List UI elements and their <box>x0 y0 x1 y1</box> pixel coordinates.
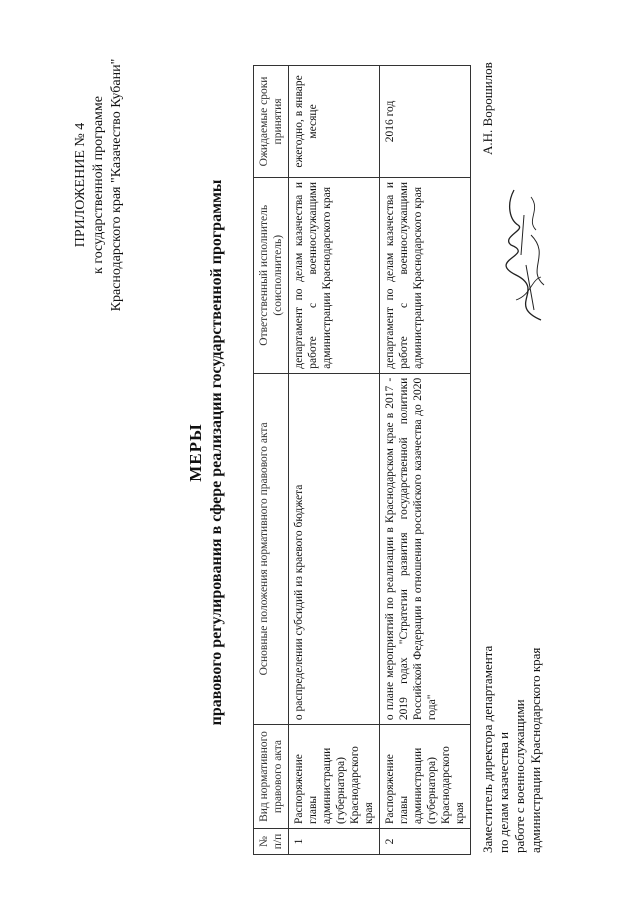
page-title: МЕРЫ <box>186 423 205 482</box>
row-act-type: Распоряжение главы администрации (губернатора) Краснодарского края <box>289 725 380 829</box>
table-row <box>380 66 471 855</box>
row-act-type: Распоряжение главы администрации (губернатора) Краснодарского края <box>380 725 471 829</box>
page-subtitle: правового регулирования в сфере реализации государственной программы <box>208 179 225 726</box>
header-act-type: Вид нормативного правового акта <box>254 725 289 829</box>
header-executor: Ответственный исполнитель (соисполнитель) <box>254 177 289 373</box>
position-line: администрации Краснодарского края <box>528 647 543 853</box>
table-row <box>289 66 380 855</box>
row-executor: департамент по делам казачества и работе с военнослужащими администрации Краснодарского края <box>289 177 380 373</box>
header-content: Основные положения нормативного правового акта <box>254 373 289 724</box>
annex-block <box>72 40 126 330</box>
signatory-position <box>480 573 544 853</box>
signatory-name: А.Н. Ворошилов <box>480 62 495 155</box>
measures-table <box>253 65 471 855</box>
row-content: о распределении субсидий из краевого бюджета <box>289 373 380 724</box>
annex-number: ПРИЛОЖЕНИЕ № 4 <box>73 122 88 248</box>
row-number: 2 <box>380 829 471 855</box>
position-line: Заместитель директора департамента <box>480 645 495 853</box>
position-line: по делам казачества и <box>496 731 511 853</box>
position-line: работе с военнослужащими <box>512 699 527 853</box>
handwritten-signature <box>496 185 556 325</box>
row-executor: департамент по делам казачества и работе с военнослужащими администрации Краснодарского края <box>380 177 471 373</box>
header-term: Ожидаемые сроки принятия <box>254 66 289 178</box>
row-content: о плане мероприятий по реализации в Краснодарском крае в 2017 - 2019 годах "Стратегии развития государственной политики Российской Федерации в отношении российского казачества до 2020 года" <box>380 373 471 724</box>
row-term: 2016 год <box>380 66 471 178</box>
annex-line: к государственной программе <box>91 96 106 274</box>
row-term: ежегодно, в январе месяце <box>289 66 380 178</box>
row-number: 1 <box>289 829 380 855</box>
annex-line: Краснодарского края "Казачество Кубани" <box>109 58 124 312</box>
header-number: № п/п <box>254 829 289 855</box>
table-header-row <box>254 66 289 855</box>
